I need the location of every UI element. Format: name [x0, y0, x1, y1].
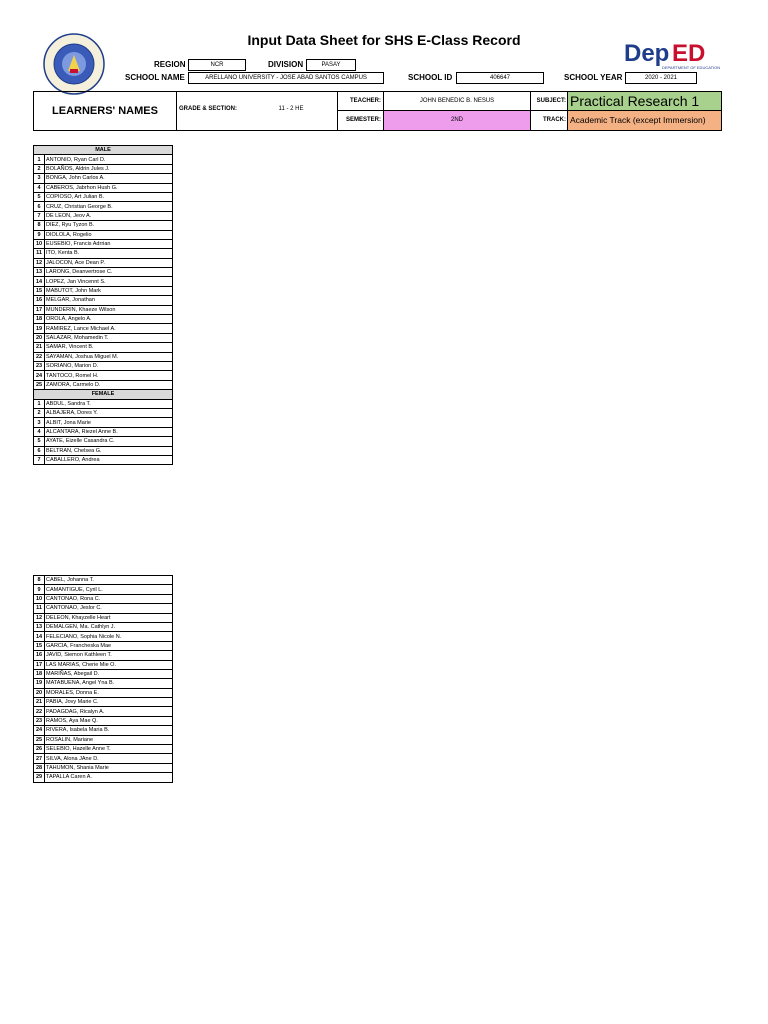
learner-row[interactable]	[34, 380, 173, 389]
learner-number: 22	[34, 707, 45, 716]
learner-name[interactable]: ALCANTARA, Riezel Anne B.	[45, 427, 173, 436]
learner-number: 28	[34, 763, 45, 772]
learner-row[interactable]	[34, 221, 173, 230]
learner-number: 21	[34, 698, 45, 707]
subject-label: SUBJECT:	[531, 92, 567, 111]
learner-number: 14	[34, 277, 45, 286]
learner-number: 19	[34, 324, 45, 333]
section-header-row	[34, 146, 173, 155]
grade-section-label: GRADE & SECTION:	[179, 106, 238, 112]
teacher-label: TEACHER:	[338, 92, 384, 111]
learner-name[interactable]: CANTONAO, Rona C.	[45, 594, 173, 603]
learner-name[interactable]: CANTONAO, Jeslor C.	[45, 604, 173, 613]
learner-row[interactable]	[34, 315, 173, 324]
learner-name[interactable]: DIOLOLA, Rogelio	[45, 230, 173, 239]
learner-name[interactable]: ITO, Kenta B.	[45, 249, 173, 258]
learner-name[interactable]: ALBAJERA, Dores Y.	[45, 408, 173, 417]
svg-text:ED: ED	[672, 40, 706, 67]
learner-number: 16	[34, 651, 45, 660]
school-name-value: ARELLANO UNIVERSITY - JOSE ABAD SANTOS CAMPUS	[188, 72, 384, 84]
learner-row[interactable]	[34, 669, 173, 678]
learner-row[interactable]	[34, 698, 173, 707]
learner-name[interactable]: LARONG, Deanvertrose C.	[45, 268, 173, 277]
learner-name[interactable]: MELGAR, Jonathan	[45, 296, 173, 305]
learner-row[interactable]	[34, 418, 173, 427]
learner-row[interactable]	[34, 716, 173, 725]
learner-row[interactable]	[34, 622, 173, 631]
learner-row[interactable]	[34, 679, 173, 688]
learner-name[interactable]: CAMANTIGUE, Cyril L.	[45, 585, 173, 594]
learner-number: 9	[34, 230, 45, 239]
learner-number: 19	[34, 679, 45, 688]
learner-name[interactable]: TAPALLA Caren A.	[45, 773, 173, 782]
learner-number: 21	[34, 343, 45, 352]
learner-row[interactable]	[34, 632, 173, 641]
learner-number: 2	[34, 164, 45, 173]
learner-number: 11	[34, 249, 45, 258]
learners-names-heading: LEARNERS' NAMES	[34, 92, 177, 130]
learner-number: 1	[34, 155, 45, 164]
learner-row[interactable]	[34, 399, 173, 408]
learner-row[interactable]	[34, 286, 173, 295]
svg-text:Dep: Dep	[624, 40, 670, 67]
learner-name[interactable]: COPIOSO, Art Julian B.	[45, 192, 173, 201]
page-title: Input Data Sheet for SHS E-Class Record	[247, 32, 521, 48]
learner-number: 5	[34, 192, 45, 201]
class-info-block	[33, 91, 722, 131]
region-value: NCR	[188, 59, 246, 71]
semester-label: SEMESTER:	[338, 111, 384, 130]
school-id-label: SCHOOL ID	[408, 73, 453, 82]
learner-row[interactable]	[34, 613, 173, 622]
track-label: TRACK:	[543, 117, 566, 123]
learner-row[interactable]	[34, 343, 173, 352]
learner-number: 27	[34, 754, 45, 763]
learner-number: 5	[34, 437, 45, 446]
learner-name[interactable]: ALBIT, Jona Marie	[45, 418, 173, 427]
learner-number: 22	[34, 352, 45, 361]
learner-name[interactable]: SALAZAR, Mohamedin T.	[45, 333, 173, 342]
learner-number: 10	[34, 594, 45, 603]
learner-name[interactable]: MORALES, Donna E.	[45, 688, 173, 697]
learner-name[interactable]: DELEON, Khayzelle Heart	[45, 613, 173, 622]
learner-number: 6	[34, 202, 45, 211]
learner-name[interactable]: CRUZ, Christian George B.	[45, 202, 173, 211]
learner-number: 24	[34, 371, 45, 380]
learner-number: 18	[34, 669, 45, 678]
roster-table-male	[33, 145, 173, 465]
learner-number: 11	[34, 604, 45, 613]
learner-name[interactable]: PADAGDAG, Ricalyn A.	[45, 707, 173, 716]
subject-value: Practical Research 1	[567, 92, 721, 111]
learner-name[interactable]: MUNDERIN, Khaeze Wilson	[45, 305, 173, 314]
learner-number: 7	[34, 211, 45, 220]
learner-name[interactable]: JAVID, Siemon Kathleen T.	[45, 651, 173, 660]
learner-row[interactable]	[34, 427, 173, 436]
learner-row[interactable]	[34, 371, 173, 380]
learner-number: 4	[34, 427, 45, 436]
learner-name[interactable]: ANTONIO, Ryan Carl D.	[45, 155, 173, 164]
learner-row[interactable]	[34, 324, 173, 333]
learner-row[interactable]	[34, 707, 173, 716]
learner-name[interactable]: RIVERA, Isabela Maria B.	[45, 726, 173, 735]
learner-row[interactable]	[34, 239, 173, 248]
learner-row[interactable]	[34, 183, 173, 192]
learner-number: 24	[34, 726, 45, 735]
learner-row[interactable]	[34, 754, 173, 763]
learner-row[interactable]	[34, 361, 173, 370]
learner-row[interactable]	[34, 202, 173, 211]
learner-row[interactable]	[34, 726, 173, 735]
learner-name[interactable]: CABEROS, Jabrhon Hush G.	[45, 183, 173, 192]
learner-name[interactable]: ABDUL, Sandra T.	[45, 399, 173, 408]
learner-row[interactable]	[34, 164, 173, 173]
learner-name[interactable]: DIEZ, Ryu Tyzon B.	[45, 221, 173, 230]
learner-row[interactable]	[34, 651, 173, 660]
learner-name[interactable]: OROLA, Angelo A.	[45, 315, 173, 324]
learner-row[interactable]	[34, 660, 173, 669]
learner-number: 8	[34, 576, 45, 585]
learner-name[interactable]: EUSEBIO, Francis Adrrian	[45, 239, 173, 248]
learner-number: 14	[34, 632, 45, 641]
learner-name[interactable]: ZAMORA, Carmelo D.	[45, 380, 173, 389]
learner-row[interactable]	[34, 735, 173, 744]
learner-number: 3	[34, 174, 45, 183]
learner-name[interactable]: TAHUMON, Shania Marie	[45, 763, 173, 772]
learner-number: 29	[34, 773, 45, 782]
learner-number: 25	[34, 735, 45, 744]
learner-row[interactable]	[34, 437, 173, 446]
learner-number: 16	[34, 296, 45, 305]
school-id-value: 406647	[456, 72, 544, 84]
learner-name[interactable]: MARIÑAS, Abegail D.	[45, 669, 173, 678]
teacher-value: JOHN BENEDIC B. NESUS	[384, 92, 531, 111]
learner-number: 15	[34, 641, 45, 650]
learner-number: 10	[34, 239, 45, 248]
learner-name[interactable]: SELEBIO, Hazelle Anne T.	[45, 745, 173, 754]
learner-number: 1	[34, 399, 45, 408]
learner-row[interactable]	[34, 277, 173, 286]
learner-row[interactable]	[34, 594, 173, 603]
section-header-row	[34, 390, 173, 399]
learner-row[interactable]	[34, 455, 173, 464]
learner-number: 20	[34, 333, 45, 342]
school-name-label: SCHOOL NAME	[125, 73, 185, 82]
learner-number: 8	[34, 221, 45, 230]
learner-number: 3	[34, 418, 45, 427]
learner-name[interactable]: SORIANO, Marion D.	[45, 361, 173, 370]
learner-row[interactable]	[34, 745, 173, 754]
learner-row[interactable]	[34, 576, 173, 585]
learner-name[interactable]: SAYAMAN, Joshua Miguel M.	[45, 352, 173, 361]
learner-name[interactable]: SAMAR, Vincent B.	[45, 343, 173, 352]
learner-name[interactable]: LAS MARIAS, Cherie Mie O.	[45, 660, 173, 669]
learner-row[interactable]	[34, 585, 173, 594]
learner-name[interactable]: SILVA, Alona JAne D.	[45, 754, 173, 763]
learner-name[interactable]: GARCIA, Francheska Mae	[45, 641, 173, 650]
learner-number: 25	[34, 380, 45, 389]
learner-name[interactable]: CABEL, Johanna T.	[45, 576, 173, 585]
learner-number: 13	[34, 622, 45, 631]
learner-number: 13	[34, 268, 45, 277]
learner-number: 4	[34, 183, 45, 192]
learner-row[interactable]	[34, 604, 173, 613]
learner-name[interactable]: BELTRAN, Chelsea G.	[45, 446, 173, 455]
division-label: DIVISION	[268, 60, 304, 69]
learner-number: 6	[34, 446, 45, 455]
learner-number: 26	[34, 745, 45, 754]
learner-row[interactable]	[34, 763, 173, 772]
learner-row[interactable]	[34, 258, 173, 267]
learner-number: 12	[34, 258, 45, 267]
learner-name[interactable]: CABALLERO, Andrea	[45, 455, 173, 464]
learner-name[interactable]: RAMOS, Aya Mae Q.	[45, 716, 173, 725]
learner-number: 17	[34, 660, 45, 669]
learner-row[interactable]	[34, 688, 173, 697]
learner-name[interactable]: DEMALGEN, Ma. Cathlyn J.	[45, 622, 173, 631]
learner-name[interactable]: TANTOCO, Romel H.	[45, 371, 173, 380]
deped-wordmark-logo	[622, 37, 722, 71]
learner-row[interactable]	[34, 333, 173, 342]
learner-name[interactable]: BOLAÑOS, Aldrin Jules J.	[45, 164, 173, 173]
learner-row[interactable]	[34, 352, 173, 361]
learner-row[interactable]	[34, 155, 173, 164]
learner-number: 17	[34, 305, 45, 314]
section-header: MALE	[34, 146, 173, 155]
learner-number: 23	[34, 716, 45, 725]
learner-number: 12	[34, 613, 45, 622]
semester-value: 2ND	[384, 111, 531, 130]
section-header: FEMALE	[34, 390, 173, 399]
learner-row[interactable]	[34, 446, 173, 455]
learner-number: 23	[34, 361, 45, 370]
learner-row[interactable]	[34, 296, 173, 305]
school-year-value: 2020 - 2021	[625, 72, 697, 84]
learner-name[interactable]: PABIA, Jovy Marie C.	[45, 698, 173, 707]
school-year-label: SCHOOL YEAR	[564, 73, 623, 82]
deped-subtext: DEPARTMENT OF EDUCATION	[662, 65, 721, 70]
learner-number: 7	[34, 455, 45, 464]
learner-name[interactable]: ROSALIN, Mariane	[45, 735, 173, 744]
learner-name[interactable]: BONGA, John Carlos A.	[45, 174, 173, 183]
learner-number: 18	[34, 315, 45, 324]
learner-name[interactable]: RAMIREZ, Lance Michael A.	[45, 324, 173, 333]
region-label: REGION	[154, 60, 186, 69]
learner-row[interactable]	[34, 641, 173, 650]
track-value: Academic Track (except Immersion)	[567, 111, 721, 130]
learner-row[interactable]	[34, 211, 173, 220]
learner-row[interactable]	[34, 268, 173, 277]
learner-row[interactable]	[34, 174, 173, 183]
learner-number: 2	[34, 408, 45, 417]
learner-name[interactable]: DE LEON, Jeov A.	[45, 211, 173, 220]
learner-row[interactable]	[34, 305, 173, 314]
division-value: PASAY	[306, 59, 356, 71]
learner-row[interactable]	[34, 249, 173, 258]
learner-name[interactable]: AYATE, Eizelle Casandra C.	[45, 437, 173, 446]
deped-seal-logo	[43, 33, 105, 95]
learner-name[interactable]: MATABUENA, Angel Yna B.	[45, 679, 173, 688]
learner-row[interactable]	[34, 408, 173, 417]
learner-name[interactable]: LOPEZ, Jan Vincennt S.	[45, 277, 173, 286]
roster-table-female-continued	[33, 575, 173, 783]
learner-name[interactable]: JALOCON, Ace Dean P.	[45, 258, 173, 267]
learner-number: 20	[34, 688, 45, 697]
learner-name[interactable]: FELECIANO, Sophia Nicole N.	[45, 632, 173, 641]
learner-number: 15	[34, 286, 45, 295]
learner-number: 9	[34, 585, 45, 594]
grade-section-value: 11 - 2 HE	[278, 106, 304, 112]
learner-row[interactable]	[34, 773, 173, 782]
learner-row[interactable]	[34, 230, 173, 239]
learner-name[interactable]: MABUTOT, John Mark	[45, 286, 173, 295]
learner-row[interactable]	[34, 192, 173, 201]
